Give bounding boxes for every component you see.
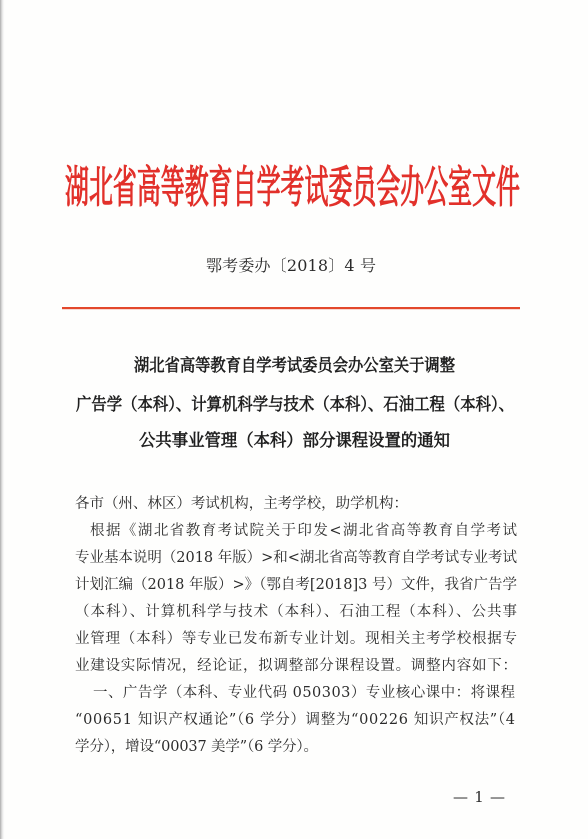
body-line: （本科）、计算机科学与技术（本科）、石油工程（本科）、公共事 [75, 604, 517, 620]
issuer-header-title: 湖北省高等教育自学考试委员会办公室文件 [65, 162, 520, 213]
body-line: 学分），增设“00037 美学”（6 学分）。 [75, 739, 318, 755]
notice-title-line: 公共事业管理（本科）部分课程设置的通知 [139, 431, 462, 451]
body-line: 专业基本说明（2018 年版）>和<湖北省高等教育自学考试专业考试 [75, 550, 517, 566]
notice-title-line: 广告学（本科）、计算机科学与技术（本科）、石油工程（本科）、 [76, 395, 561, 415]
body-line: 业管理（本科）等专业已发布新专业计划。现相关主考学校根据专 [75, 631, 517, 647]
header-divider-rule [62, 307, 520, 309]
scan-edge-shadow [0, 0, 5, 839]
body-line: 计划汇编（2018 年版）>》（鄂自考[2018]3 号）文件，我省广告学 [75, 577, 517, 593]
body-line: “00651 知识产权通论”（6 学分）调整为“00226 知识产权法”（4 [75, 712, 515, 728]
page-number: — 1 — [453, 788, 505, 806]
body-line: 业建设实际情况，经论证，拟调整部分课程设置。调整内容如下： [75, 658, 517, 674]
body-line: 根据《湖北省教育考试院关于印发<湖北省高等教育自学考试 [90, 523, 517, 539]
notice-title-line: 湖北省高等教育自学考试委员会办公室关于调整 [134, 356, 491, 376]
body-line: 一、广告学（本科、专业代码 050303）专业核心课中：将课程 [93, 685, 515, 701]
document-number: 鄂考委办〔2018〕4 号 [206, 256, 376, 275]
salutation-line: 各市（州、林区）考试机构，主考学校，助学机构： [75, 496, 408, 512]
